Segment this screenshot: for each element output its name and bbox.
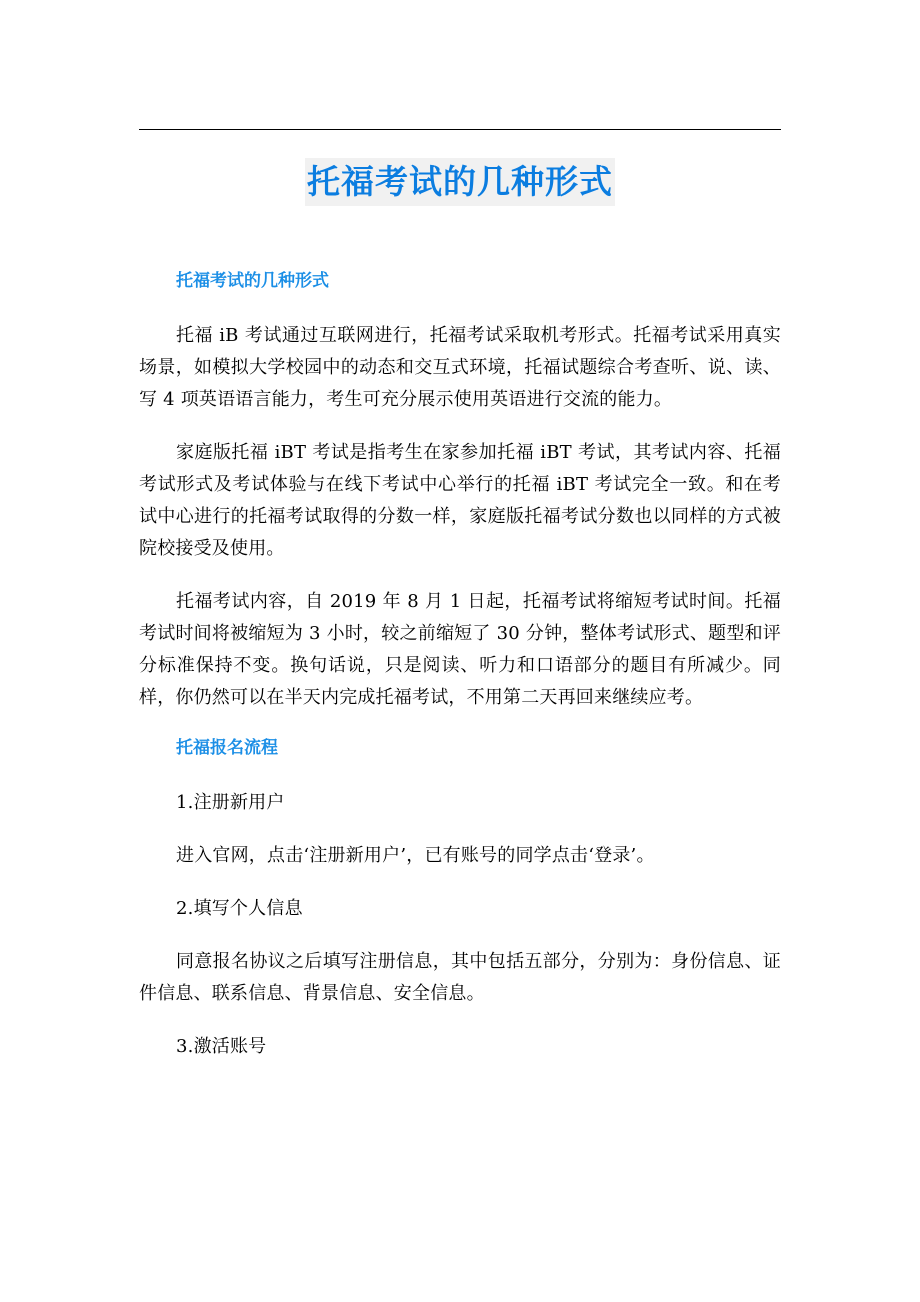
title-container bbox=[0, 158, 920, 206]
step-title: 2.填写个人信息 bbox=[176, 898, 303, 919]
paragraph: 同意报名协议之后填写注册信息，其中包括五部分，分别为：身份信息、证件信息、联系信息、背景信息、安全信息。 bbox=[139, 951, 781, 1004]
section-exam-forms bbox=[139, 268, 781, 714]
section-heading: 托福考试的几种形式 bbox=[176, 271, 329, 291]
paragraph: 家庭版托福 iBT 考试是指考生在家参加托福 iBT 考试，其考试内容、托福考试形式及考试体验与在线下考试中心举行的托福 iBT 考试完全一致。和在考试中心进行的托福考试取得的分数一样，家庭版托福考试分数也以同样的方式被院校接受及使用。 bbox=[139, 442, 781, 559]
paragraph: 托福考试内容，自 2019 年 8 月 1 日起，托福考试将缩短考试时间。托福考试时间将被缩短为 3 小时，较之前缩短了 30 分钟，整体考试形式、题型和评分标准保持不变。换句话说，只是阅读、听力和口语部分的题目有所减少。同样，你仍然可以在半天内完成托福考试，不用第二天再回来继续应考。 bbox=[139, 591, 781, 708]
step-title: 3.激活账号 bbox=[176, 1036, 267, 1057]
document-body bbox=[139, 268, 781, 1084]
header-rule bbox=[139, 129, 781, 130]
paragraph: 进入官网，点击‘注册新用户’，已有账号的同学点击‘登录’。 bbox=[176, 845, 655, 866]
step-title: 1.注册新用户 bbox=[176, 792, 285, 813]
section-registration-process bbox=[139, 735, 781, 1063]
section-heading: 托福报名流程 bbox=[176, 738, 278, 758]
document-title: 托福考试的几种形式 bbox=[305, 158, 615, 206]
paragraph: 托福 iB 考试通过互联网进行，托福考试采取机考形式。托福考试采用真实场景，如模拟大学校园中的动态和交互式环境，托福试题综合考查听、说、读、写 4 项英语语言能力，考生可充分展示使用英语进行交流的能力。 bbox=[139, 325, 781, 410]
